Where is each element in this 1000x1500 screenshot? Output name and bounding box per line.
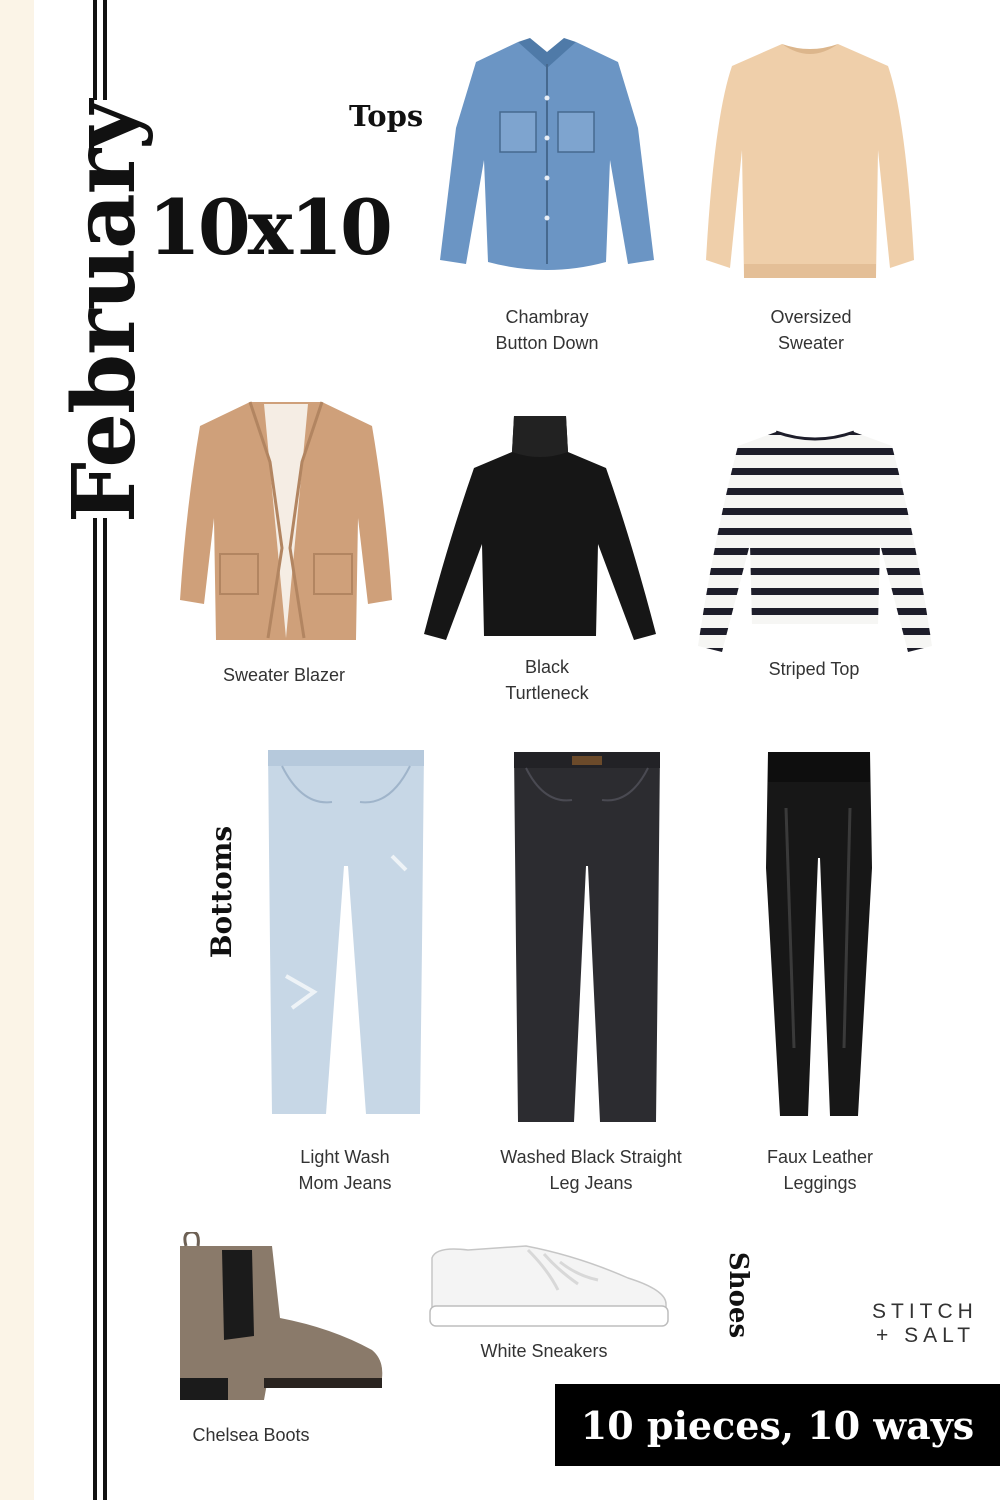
label-black-straight-jeans-line2: Leg Jeans <box>549 1173 633 1193</box>
tagline-banner <box>555 1384 1000 1466</box>
label-striped-top <box>769 656 860 682</box>
divider-line-bottom-2 <box>103 518 107 1500</box>
chelsea-boots-image <box>172 1232 386 1400</box>
oversized-sweater-image <box>700 38 920 286</box>
label-faux-leather-leggings-line2: Leggings <box>783 1173 857 1193</box>
brand-line2: + SALT <box>876 1324 976 1347</box>
label-black-straight-jeans <box>500 1144 681 1196</box>
divider-line-top-1 <box>93 0 97 100</box>
light-wash-jeans-image <box>262 746 430 1118</box>
section-title-shoes: Shoes <box>723 1251 753 1339</box>
brand-logo <box>872 1300 978 1348</box>
left-color-band <box>0 0 34 1500</box>
striped-top-image <box>696 428 934 656</box>
label-black-turtleneck <box>505 654 588 706</box>
divider-line-bottom-1 <box>93 518 97 1500</box>
label-light-wash-jeans <box>298 1144 391 1196</box>
label-light-wash-jeans-line1: Light Wash <box>300 1147 390 1167</box>
month-title: February <box>54 100 155 524</box>
section-title-bottoms: Bottoms <box>205 825 238 959</box>
label-chambray-line1: Chambray <box>505 307 589 327</box>
black-turtleneck-image <box>422 412 658 646</box>
section-title-tops: Tops <box>349 99 424 133</box>
label-chambray <box>495 304 598 356</box>
label-black-turtleneck-line1: Black <box>524 657 569 677</box>
label-light-wash-jeans-line2: Mom Jeans <box>298 1173 392 1193</box>
divider-line-top-2 <box>103 0 107 100</box>
label-sweater-blazer-line1: Sweater Blazer <box>222 665 346 685</box>
brand-line1: STITCH <box>872 1300 978 1323</box>
label-oversized-sweater-line2: Sweater <box>777 333 845 353</box>
faux-leather-leggings-image <box>760 748 878 1120</box>
label-black-straight-jeans-line1: Washed Black Straight <box>500 1147 682 1167</box>
label-striped-top-line1: Striped Top <box>768 659 860 679</box>
white-sneakers-image <box>428 1240 670 1330</box>
label-oversized-sweater <box>770 304 851 356</box>
black-straight-jeans-image <box>508 748 666 1126</box>
label-chambray-line2: Button Down <box>495 333 599 353</box>
tagline-text: 10 pieces, 10 ways <box>580 1402 975 1448</box>
page-title: 10x10 <box>148 183 390 272</box>
label-black-turtleneck-line2: Turtleneck <box>505 683 589 703</box>
label-white-sneakers <box>480 1338 607 1364</box>
sweater-blazer-image <box>176 398 396 644</box>
label-faux-leather-leggings <box>767 1144 873 1196</box>
label-faux-leather-leggings-line1: Faux Leather <box>766 1147 874 1167</box>
label-oversized-sweater-line1: Oversized <box>770 307 852 327</box>
label-sweater-blazer <box>223 662 345 688</box>
label-chelsea-boots-line1: Chelsea Boots <box>192 1425 310 1445</box>
label-chelsea-boots <box>192 1422 309 1448</box>
label-white-sneakers-line1: White Sneakers <box>480 1341 608 1361</box>
chambray-shirt-image <box>436 38 658 276</box>
